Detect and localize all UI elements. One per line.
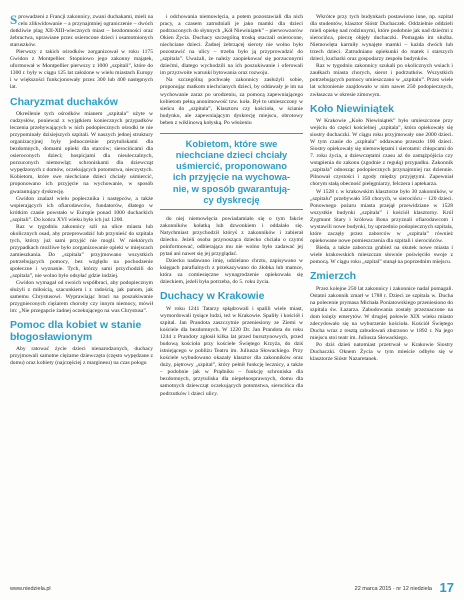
- article-paragraph: i odchowania niemowlęcia, a potem pozostawiali dla nich pracy, a czasem zatrudniali je jako mamki dla dzieci podrzuconych do słynnych „Kół Niewiniątek” – pierwowzorów Okien Życia. Duchacy szczególną troską otaczali osierocone, niechciane dzieci. Żadnej żebrzącej sieroty nie wolno było pozostawić na ulicy – trzeba było ją przyprowadzić do „szpitala”. Uważali, że należy zaopiekować się porzuconymi dziećmi, dlatego wychodzili na ich poszukiwanie i oferowali im przyzwoite warunki bytowania oraz rozwoju.: [160, 14, 303, 77]
- pull-quote-line: nie, w sposób gwarantują-: [172, 182, 291, 194]
- issue-date: 22 marca 2015 · nr 12 niedziela: [354, 586, 432, 592]
- article-paragraph: Dziecku nadawano imię, udzielano chrztu, zapisywano w księgach parafialnych z przekazywano do żłobka lub mamce, która za comiesięczne wynagrodzenie opiekowała się dzieckiem, jeżeli była potrzeba, do 5. roku życia.: [160, 258, 303, 286]
- website-link[interactable]: www.niedziela.pl: [10, 586, 51, 592]
- article-paragraph: Raz w tygodniu zakonnicy szli na ulice miasta lub okolicznych osad, aby przeprowadzić lub przynieść do szpitala tych, którzy już sami przyjść nie mogli. W niektórych przypadkach możliwe było zorganizowanie opieki w miejscach zamieszkania. Do „szpitala” przyjmowano wszystkich potrzebujących pomocy, bez względu na pochodzenie społeczne i wyznanie. Tych, którzy sami przychodzili do „szpitala”, nie wolno było odsyłać gdzie indziej.: [10, 223, 153, 280]
- article-paragraph: do niej niemowlęcia powiadamiało się o tym fakcie zakonników kołatką lub dzwonkiem i oddalało się. Natychmiast przychodził któryś z zakonników i zabierał dziecko. Jeżeli osoba przynosząca dziecko chciała o czymś poinformować, odbierająca mu nie wolno było zadawać jej pytań ani nawet się jej przyglądać.: [160, 215, 303, 258]
- article-paragraph: W 1528 r. w krakowskim klasztorze było 30 zakonników, w „szpitalu” przebywało 350 chorych, w sierocińcu – 120 dzieci. Ponownego pożaru miasta przejął przewidziane w 1528 wszystkie budynki „szpitala” i kościół klasztorny. Król Zygmunt Stary i królowa Bona przyznali ofiarodawcom i wystawili nowe budynki, by uprzednio podopiecznych szpitala, które zaczęły przez zaborców w „szpitala” również opiekowane nowe pomieszczenia dla szpitali i sierocińców.: [310, 188, 453, 244]
- article-paragraph: Bieda, a także zaborcza grabież na skutek nowe miasta i wiele krakowskich mieszczan słownie poświęciło swoje z pomocą. W ciągu roku „szpital” stanął na poprzednim miejscu.: [310, 244, 453, 265]
- page-number: 17: [439, 580, 454, 595]
- article-paragraph: Wkrótce przy tych budynkach postawiono inne, np. szpital dla studentów, klasztor Sióstr Duchaczek. Oddzielnie oddzieli mieli opiekę nad rodzinnymi, które podobnie jak nad dziećmi z sierocińca, pieczę objęły duchaczki. Pomagała im służba. Niemowlęta karmiły wynajęte mamki – każda dwóch lub trzech dzieci. Zatrudniano opiekunki do matek i starszych dzieci, kucharki oraz gospodarzy zespołu budynków.: [310, 14, 453, 63]
- column-left: [10, 14, 153, 578]
- article-paragraph: W Krakowie „Koło Niewiniątek” było umieszczone przy wejściu do części kościelnej „szpitala”, która opiekowały się siostry duchaczki. W ciągu roku przyjmowały one 2000 dzieci. W tym czasie do „szpitala” oddawano przeszło 100 dzieci. Siostry opiekowały się niemowlętami i sierotami: chłopcami do 7. roku życia, a dziewczętami czasu aż do zamążpójścia czy wstąpienia do zakonu (zgodnie z regułą) przypadku. Zakonnik „szpitala” odnosząc podopiecznych przynajmniej raz dziennie. Pilnował czystości i zgody między przyjętymi. Zapewniał chorym stałą obecność pielęgniarzy, felczera i aptekarza.: [310, 118, 453, 188]
- section-heading: Charyzmat duchaków: [10, 95, 118, 108]
- article-paragraph: Pierwszy z takich ośrodków zorganizował w roku 1175 Gwidon z Montpellier. Stopniowo jego zakonny majątek, uformował w Montpellier pierwszy z 1000 „szpitali”, które do 1300 r. były w ciągu 125 lat założone w wielu miastach Europy i w większości funkcjonowały przez 300 lub 400 następnych lat.: [10, 49, 153, 91]
- pull-quote-line: cy dyskrecję: [203, 193, 260, 205]
- section-heading: Zmierzch: [310, 270, 357, 283]
- article-paragraph: Sprowadzeni z Francji zakonnicy, zwani duchakami, mieli na celu zlikwidowanie – a przynajmniej ograniczenie – dwóch dotkliwie plag XII-XIII-wiecznych miast – bezdomności oraz żebractwa, uprawiane przez osierocone dzieci i osamotnionych staruszków.: [10, 12, 153, 49]
- column-right: [310, 14, 453, 578]
- section-heading: Duchacy w Krakowie: [160, 290, 265, 303]
- pull-quote-line: uśmiercić, proponowano: [176, 160, 287, 172]
- pull-quote-line: niechciane dzieci chciały: [175, 148, 288, 160]
- section-heading: Pomoc dla kobiet w stanie błogosławionym: [10, 319, 142, 343]
- article-paragraph: Aby ratować życie dzieci nienarodzonych, duchacy przyjmowali samotne ciężarne dziewczęta (często wypędzane z domu) oraz kobiety (najczęściej z marginesu) na czas połogu: [10, 346, 153, 367]
- article-paragraph: W roku 1241 Tatarzy spłądrowali i spalili wiele miast, wymordowali tysiące ludzi, też w Krakowie. Spaliły i kościół i szpital. Jan Prandota zaszczytnie przeniesiony ze Ziemi w kościele dla bezdomnych. W 1220 Dr. Jan Prandota do roku 1244 z Prandoty zgłosił kilka lat przed bursztynowych, przed budową kościoła przy kościele Świętego Krzyża, do dziś istniejącego w pobliżu Teatru im. Juliusza Słowackiego. Przy kościele wybudowano okazały klasztor dla zakonników oraz duży, piętrowy „szpital”, który pełnił funkcję lecznicy, a także – podobnie jak w Prądniku – funkcję schroniska dla bezdomnych, przytuliska dla niepełnosprawnych, domu dla samotnych dziewcząt oczekujących potomstwa, sierocińca dla podrzutków i dzieci ulicy.: [160, 305, 303, 397]
- article-paragraph: Określenie tych ośrodków mianem „szpitala” użyte w cudzysłów, ponieważ z wyjątkiem koniecznych przypadków leczenia przebywających w nich podopiecznych ośrodki te nie przypominały dzisiejszych szpitali. W naszych jednej struktury organizacyjnej były jednocześnie przytuliskami dla bezdomnych, domami opieki dla starców; sierocińcami dla osieroconych dzieci; hospicjami dla nieuleczalnych, porzuconych niemowląt; schroniskami dla dziewcząt wypędzonych z domów, oczekujących potomstwa, nieczystych. Kobietom, które swe niechciane dzieci chciały uśmiercić, proponowano ich przyjęcie na wychowanie, w sposób gwarantujący dyskrecję.: [10, 111, 153, 195]
- article-paragraph: Gwidon znalazł wielu poplecznika i następców, a także wspierających ich ofiarodawców, fundatorów, dlatego w krótkim czasie powstało w Europie ponad 1000 duchackich „szpitali”. Do końca XVI wieku było ich już 1200.: [10, 195, 153, 223]
- pull-quote-line: Kobietom, które swe: [185, 137, 278, 149]
- pull-quote-line: ich przyjęcie na wychowa-: [172, 171, 291, 183]
- article-paragraph: Po dziś dzień natomiast przetrwał w Krakowie Siostry Duchaczki. Oknem Życia w tym mieście odbyło się w klasztorze Sióstr Nazaretanek.: [310, 341, 453, 363]
- pull-quote: [160, 133, 303, 210]
- article-paragraph: Na szczególną pochwałę zakonnicy zasłużyli sobie, proponując matkom niechcianych dzieci, by oddawały je im na wychowanie zaraz po urodzeniu, za pomocą zapewniającego kobietom pełną anonimowość tzw. koła. Był to umieszczony w sieńcu do „szpitala”, Klasztoru czy kościoła, w ścianie budynku, ale zapewniającym dyskrecję miejscu, obrotowy beben z wiklinową kołyską. Po włożeniu: [160, 77, 303, 126]
- article-paragraph: Gwidon wymagał od swoich współbraci, aby podopiecznym służyli z miłością, szacunkiem i z radością, jak panom, jak samemu Chrystusowi. Wyprawiając braci na poszukiwanie przygnieconych ciężarem choroby czy innym niemocy, mówił im: „Nie przegapcie żadnej oczekującego na was Chrystusa”.: [10, 280, 153, 315]
- column-middle: [160, 14, 303, 578]
- article-paragraph: Raz w tygodniu zakonnicy szukali po okolicznych wsiach i zaułkach miasta chorych, sierot i podrzutków. Wszystkich potrzebujących pomocy umieszczano w „szpitalu”. Przez wiele lat schronienie znajdowało w nim nawet 250 podopiecznych, zwłaszcza w okresie zimowym.: [310, 63, 453, 98]
- page-footer: [10, 582, 454, 596]
- article-paragraph: Przez kolejne 250 lat zakonnicy i zakonnice nadal pomagali. Ostatni zakonnik zmarł w 1788 r. Dzieci ze szpitala w. Ducha na polecenie prymasa Michała Poniatowskiego przeniesiono do szpitala św. Łazarza. Zabudowania zostały przeznaczone na dom księży emerytów. W drugiej połowie XIX wieku miasto zdecydowało się na wyburzenie kościoła. Kościół Świętego Ducha wraz z resztą zabudowań zburzono w 1892 r. Na jego miejscu stoi teatr im. Juliusza Słowackiego.: [310, 285, 453, 341]
- section-heading: Koło Niewiniątek: [310, 102, 395, 115]
